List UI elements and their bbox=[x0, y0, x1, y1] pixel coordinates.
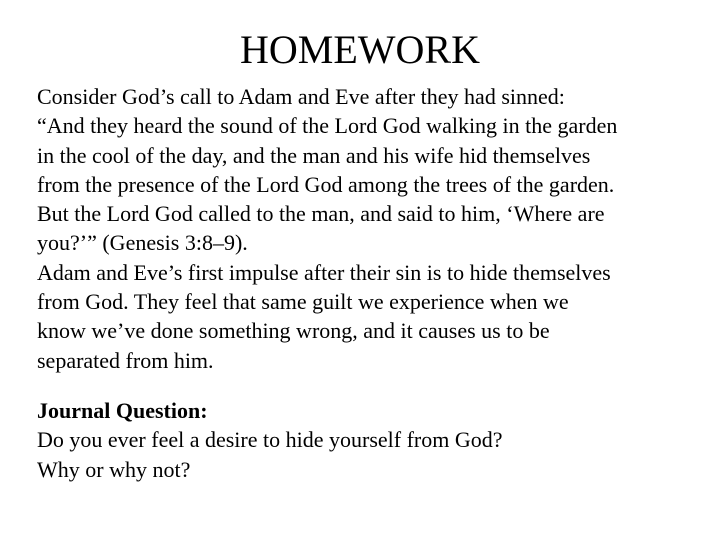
text-line: know we’ve done something wrong, and it causes us to be bbox=[37, 318, 550, 344]
text-line: Consider God’s call to Adam and Eve after they had sinned: bbox=[37, 84, 565, 109]
text-line: Adam and Eve’s first impulse after their sin is to hide themselves bbox=[37, 259, 611, 285]
journal-heading: Journal Question: bbox=[37, 397, 208, 423]
spacer bbox=[37, 375, 697, 396]
journal-section bbox=[37, 396, 697, 485]
text-line: in the cool of the day, and the man and his wife hid themselves bbox=[37, 142, 591, 168]
slide-title: HOMEWORK bbox=[240, 27, 480, 72]
text-line: separated from him. bbox=[37, 347, 214, 373]
reflection-paragraph bbox=[37, 258, 697, 375]
text-line: “And they heard the sound of the Lord God walking in the garden bbox=[37, 113, 618, 139]
text-line: you?’” (Genesis 3:8–9). bbox=[37, 230, 248, 256]
text-line: But the Lord God called to the man, and said to him, ‘Where are bbox=[37, 201, 605, 227]
scripture-paragraph bbox=[37, 82, 697, 258]
journal-question-line: Do you ever feel a desire to hide yourself from God? bbox=[37, 427, 503, 453]
text-line: from the presence of the Lord God among the trees of the garden. bbox=[37, 171, 615, 197]
journal-question-line: Why or why not? bbox=[37, 457, 191, 483]
slide-body bbox=[37, 82, 697, 485]
text-line: from God. They feel that same guilt we experience when we bbox=[37, 289, 569, 315]
